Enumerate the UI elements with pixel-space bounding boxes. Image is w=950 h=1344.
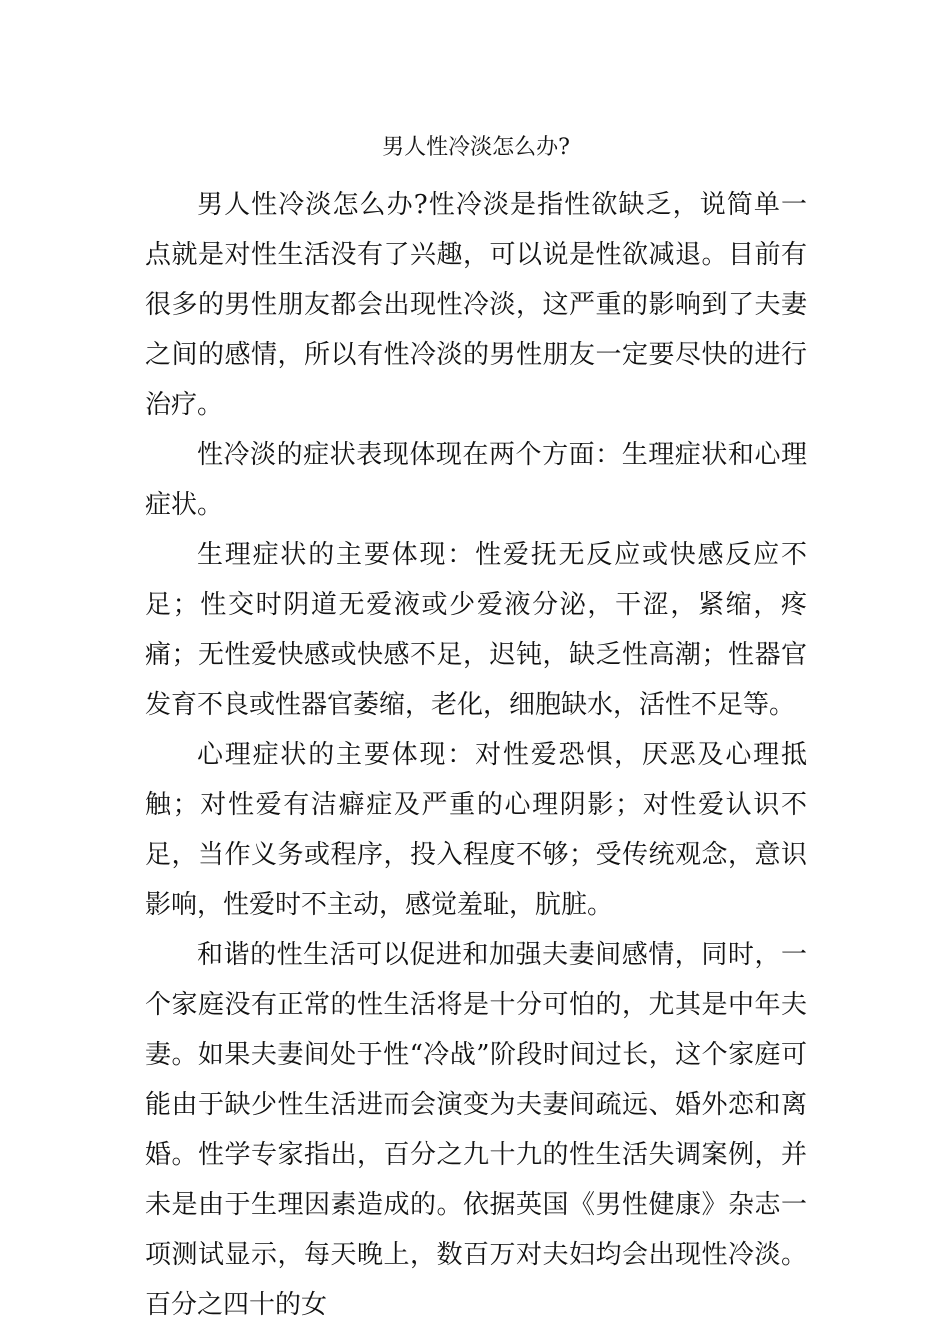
- document-title: 男人性冷淡怎么办?: [382, 135, 570, 160]
- document-page: [145, 128, 807, 1330]
- paragraph-harmony: 和谐的性生活可以促进和加强夫妻间感情，同时，一个家庭没有正常的性生活将是十分可怕的，尤其是中年夫妻。如果夫妻间处于性“冷战”阶段时间过长，这个家庭可能由于缺少性生活进而会演变为夫妻间疏远、婚外恋和离婚。性学专家指出，百分之九十九的性生活失调案例，并未是由于生理因素造成的。依据英国《男性健康》杂志一项测试显示，每天晚上，数百万对夫妇均会出现性冷淡。百分之四十的女: [145, 940, 807, 1320]
- paragraph-symptoms-overview: 性冷淡的症状表现体现在两个方面：生理症状和心理症状。: [145, 440, 807, 520]
- paragraph-intro: 男人性冷淡怎么办?性冷淡是指性欲缺乏，说简单一点就是对性生活没有了兴趣，可以说是性欲减退。目前有很多的男性朋友都会出现性冷淡，这严重的影响到了夫妻之间的感情，所以有性冷淡的男性朋友一定要尽快的进行治疗。: [145, 190, 807, 420]
- paragraph-physical-symptoms: 生理症状的主要体现：性爱抚无反应或快感反应不足；性交时阴道无爱液或少爱液分泌，干涩，紧缩，疼痛；无性爱快感或快感不足，迟钝，缺乏性高潮；性器官发育不良或性器官萎缩，老化，细胞缺水，活性不足等。: [145, 540, 807, 720]
- paragraph-psychological-symptoms: 心理症状的主要体现：对性爱恐惧，厌恶及心理抵触；对性爱有洁癖症及严重的心理阴影；对性爱认识不足，当作义务或程序，投入程度不够；受传统观念，意识影响，性爱时不主动，感觉羞耻，肮脏。: [145, 740, 807, 920]
